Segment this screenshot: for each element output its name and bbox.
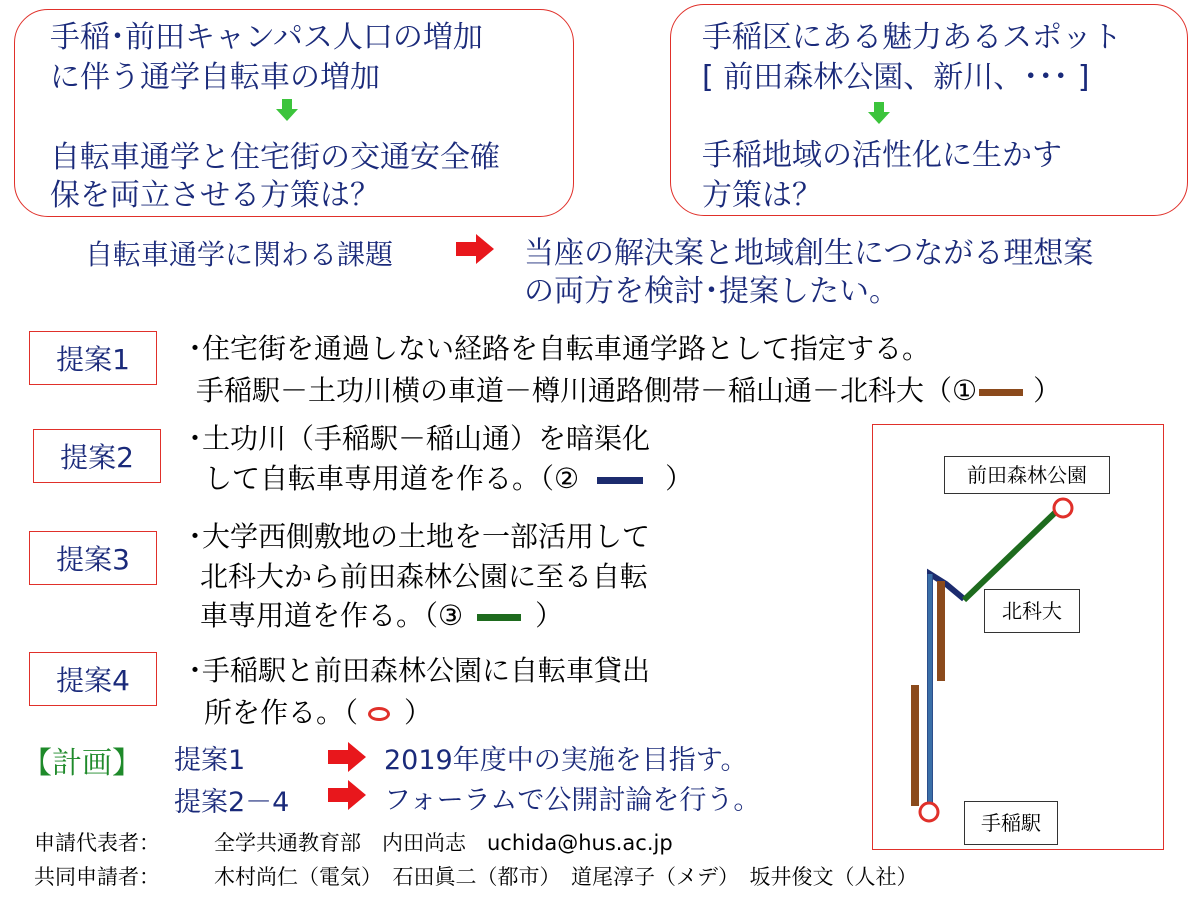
proposal-2-line-1: ･土功川（手稲駅－稲山通）を暗渠化 xyxy=(188,422,651,455)
down-arrow-icon xyxy=(868,102,890,124)
representative-label: 申請代表者： xyxy=(34,831,160,855)
route-3-line xyxy=(964,506,1062,600)
proposal-3-label: 提案3 xyxy=(29,531,157,585)
route-2-line xyxy=(930,574,964,814)
plan-row-1-proposal: 提案1 xyxy=(174,745,246,776)
proposal-2-close-paren: ） xyxy=(665,462,694,495)
proposal-3-line-2: 北科大から前田森林公園に至る自転 xyxy=(200,560,649,593)
proposal-2-text: して自転車専用道を作る。（② xyxy=(204,462,580,495)
rental-station-park xyxy=(1054,499,1072,517)
issue-label: 自転車通学に関わる課題 xyxy=(85,238,394,271)
proposal-3-line-1: ･大学西側敷地の土地を一部活用して xyxy=(188,520,651,553)
map-label-park: 前田森林公園 xyxy=(944,456,1110,494)
proposal-3-close-paren: ） xyxy=(535,599,564,632)
co-applicants-value: 木村尚仁（電気） 石田眞二（都市） 道尾淳子（メデ） 坂井俊文（人社） xyxy=(214,865,918,889)
campus-line-1: 手稲･前田キャンパス人口の増加 xyxy=(50,20,483,55)
proposal-1-line-1: ･住宅街を通過しない経路を自転車通学路として指定する。 xyxy=(188,332,931,365)
proposal-1-route-text: 手稲駅－土功川横の車道－樽川通路側帯－稲山通－北科大（① xyxy=(196,374,978,407)
spots-line-4: 方策は？ xyxy=(702,178,822,213)
proposal-1-label: 提案1 xyxy=(29,331,157,385)
proposal-4-close-paren: ） xyxy=(404,696,433,729)
down-arrow-icon xyxy=(276,99,298,121)
proposal-3-text: 車専用道を作る。（③ xyxy=(200,599,464,632)
right-arrow-icon xyxy=(328,742,366,772)
rental-station-teine xyxy=(920,803,938,821)
proposal-1-close-paren: ） xyxy=(1033,374,1062,407)
representative-value: 全学共通教育部 内田尚志 uchida@hus.ac.jp xyxy=(214,831,673,855)
plan-label: 【計画】 xyxy=(22,746,142,781)
spots-line-2: [ 前田森林公園、新川、･･･ ] xyxy=(702,60,1090,95)
campus-line-4: 保を両立させる方策は？ xyxy=(50,178,380,213)
rental-station-legend-icon xyxy=(368,707,390,721)
issue-goal-line-2: の両方を検討･提案したい。 xyxy=(524,274,899,309)
proposal-2-line-2 xyxy=(204,460,693,498)
plan-row-1-action: 2019年度中の実施を目指す。 xyxy=(384,745,748,776)
co-applicants-label: 共同申請者： xyxy=(34,865,160,889)
proposal-4-line-1: ･手稲駅と前田森林公園に自転車貸出 xyxy=(188,654,651,687)
plan-row-2-action: フォーラムで公開討論を行う。 xyxy=(384,785,761,816)
campus-line-2: に伴う通学自転車の増加 xyxy=(50,60,380,95)
proposal-3-line-3 xyxy=(200,597,563,635)
campus-line-3: 自転車通学と住宅街の交通安全確 xyxy=(50,140,500,175)
issue-goal-line-1: 当座の解決案と地域創生につながる理想案 xyxy=(524,236,1094,271)
proposal-1-line-2 xyxy=(196,372,1061,410)
route-map xyxy=(872,424,1164,850)
plan-row-2-proposal: 提案2－4 xyxy=(174,787,290,818)
map-label-teine-station: 手稲駅 xyxy=(964,801,1058,845)
map-label-university: 北科大 xyxy=(984,589,1080,633)
right-arrow-icon xyxy=(456,234,494,264)
route-2-legend-swatch xyxy=(597,477,643,484)
proposal-4-text: 所を作る。（ xyxy=(204,696,359,729)
route-1-legend-swatch xyxy=(979,389,1023,396)
proposal-4-label: 提案4 xyxy=(29,652,157,706)
proposal-2-label: 提案2 xyxy=(33,429,161,483)
spots-line-3: 手稲地域の活性化に生かす xyxy=(702,138,1062,173)
spots-line-1: 手稲区にある魅力あるスポット xyxy=(702,20,1122,55)
route-3-legend-swatch xyxy=(477,614,521,621)
right-arrow-icon xyxy=(328,780,366,810)
proposal-4-line-2 xyxy=(204,694,432,732)
